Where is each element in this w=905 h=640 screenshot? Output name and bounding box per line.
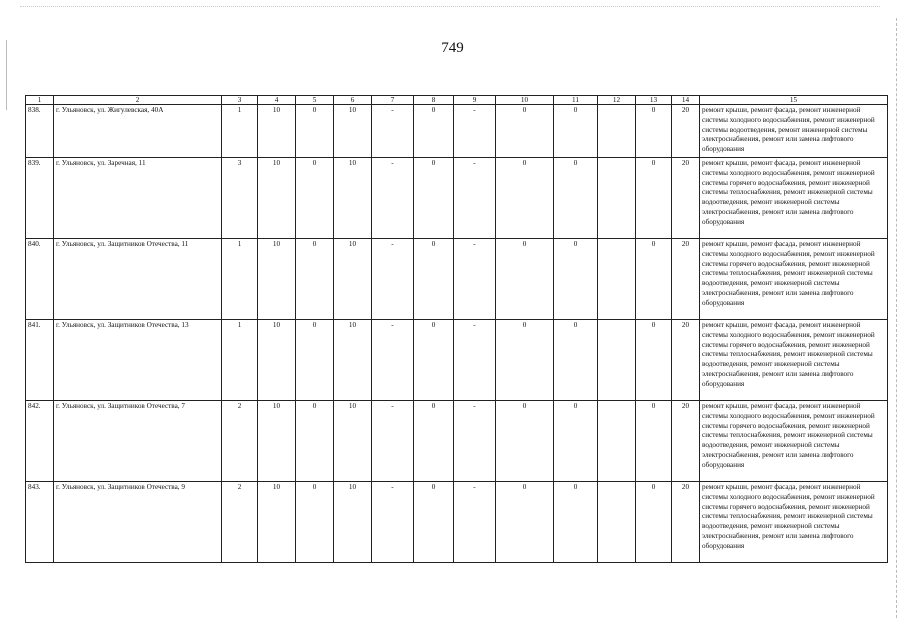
address-cell: г. Ульяновск, ул. Защитников Отечества, 11	[54, 239, 222, 320]
col-11-cell: 0	[554, 482, 598, 563]
col-12-cell	[598, 105, 636, 158]
column-header-8: 8	[414, 96, 454, 105]
col-12-cell	[598, 401, 636, 482]
col-14-cell: 20	[672, 482, 700, 563]
address-cell: г. Ульяновск, ул. Защитников Отечества, 13	[54, 320, 222, 401]
col-4-cell: 10	[258, 401, 296, 482]
col-10-cell: 0	[496, 158, 554, 239]
col-9-cell: -	[454, 482, 496, 563]
col-13-cell: 0	[636, 320, 672, 401]
col-10-cell: 0	[496, 239, 554, 320]
col-6-cell: 10	[334, 105, 372, 158]
col-8-cell: 0	[414, 105, 454, 158]
col-14-cell: 20	[672, 158, 700, 239]
col-6-cell: 10	[334, 239, 372, 320]
col-11-cell: 0	[554, 158, 598, 239]
col-13-cell: 0	[636, 401, 672, 482]
col-5-cell: 0	[296, 320, 334, 401]
col-9-cell: -	[454, 401, 496, 482]
address-cell: г. Ульяновск, ул. Заречная, 11	[54, 158, 222, 239]
table-row	[26, 482, 888, 563]
col-6-cell: 10	[334, 401, 372, 482]
page-number: 749	[441, 40, 464, 56]
col-11-cell: 0	[554, 239, 598, 320]
col-3-cell: 2	[222, 482, 258, 563]
col-3-cell: 3	[222, 158, 258, 239]
col-7-cell: -	[372, 482, 414, 563]
column-header-11: 11	[554, 96, 598, 105]
table-row	[26, 105, 888, 158]
col-13-cell: 0	[636, 105, 672, 158]
scan-edge-top	[20, 6, 880, 8]
col-7-cell: -	[372, 239, 414, 320]
works-list-cell: ремонт крыши, ремонт фасада, ремонт инженерной системы холодного водоснабжения, ремонт инженерной системы горячего водоснабжения, ремонт инженерной системы теплоснабжения, ремонт инженерной системы водоотведения, ремонт инженерной системы электроснабжения, ремонт или замена лифтового оборудования	[700, 320, 888, 401]
col-10-cell: 0	[496, 401, 554, 482]
table-row	[26, 158, 888, 239]
col-10-cell: 0	[496, 482, 554, 563]
row-number: 840.	[26, 239, 54, 320]
col-10-cell: 0	[496, 105, 554, 158]
col-7-cell: -	[372, 158, 414, 239]
row-number: 841.	[26, 320, 54, 401]
col-13-cell: 0	[636, 482, 672, 563]
col-9-cell: -	[454, 105, 496, 158]
column-header-1: 1	[26, 96, 54, 105]
row-number: 839.	[26, 158, 54, 239]
works-list-cell: ремонт крыши, ремонт фасада, ремонт инженерной системы холодного водоснабжения, ремонт инженерной системы горячего водоснабжения, ремонт инженерной системы теплоснабжения, ремонт инженерной системы водоотведения, ремонт инженерной системы электроснабжения, ремонт или замена лифтового оборудования	[700, 239, 888, 320]
table-row	[26, 320, 888, 401]
col-12-cell	[598, 320, 636, 401]
works-list-cell: ремонт крыши, ремонт фасада, ремонт инженерной системы холодного водоснабжения, ремонт инженерной системы горячего водоснабжения, ремонт инженерной системы теплоснабжения, ремонт инженерной системы водоотведения, ремонт инженерной системы электроснабжения, ремонт или замена лифтового оборудования	[700, 482, 888, 563]
table-body	[26, 105, 888, 563]
col-5-cell: 0	[296, 482, 334, 563]
table-row	[26, 401, 888, 482]
column-header-13: 13	[636, 96, 672, 105]
col-14-cell: 20	[672, 320, 700, 401]
col-8-cell: 0	[414, 401, 454, 482]
row-number: 842.	[26, 401, 54, 482]
col-13-cell: 0	[636, 158, 672, 239]
column-header-12: 12	[598, 96, 636, 105]
col-11-cell: 0	[554, 320, 598, 401]
address-cell: г. Ульяновск, ул. Жигулевская, 40А	[54, 105, 222, 158]
col-5-cell: 0	[296, 401, 334, 482]
col-10-cell: 0	[496, 320, 554, 401]
col-13-cell: 0	[636, 239, 672, 320]
table-row	[26, 239, 888, 320]
col-7-cell: -	[372, 320, 414, 401]
col-11-cell: 0	[554, 105, 598, 158]
col-3-cell: 1	[222, 239, 258, 320]
column-header-10: 10	[496, 96, 554, 105]
col-14-cell: 20	[672, 105, 700, 158]
col-8-cell: 0	[414, 320, 454, 401]
column-header-3: 3	[222, 96, 258, 105]
col-5-cell: 0	[296, 105, 334, 158]
row-number: 843.	[26, 482, 54, 563]
column-header-14: 14	[672, 96, 700, 105]
col-4-cell: 10	[258, 239, 296, 320]
column-header-5: 5	[296, 96, 334, 105]
col-9-cell: -	[454, 320, 496, 401]
address-cell: г. Ульяновск, ул. Защитников Отечества, 7	[54, 401, 222, 482]
col-6-cell: 10	[334, 320, 372, 401]
col-4-cell: 10	[258, 482, 296, 563]
col-8-cell: 0	[414, 482, 454, 563]
column-header-7: 7	[372, 96, 414, 105]
works-list-cell: ремонт крыши, ремонт фасада, ремонт инженерной системы холодного водоснабжения, ремонт инженерной системы горячего водоснабжения, ремонт инженерной системы теплоснабжения, ремонт инженерной системы водоотведения, ремонт инженерной системы электроснабжения, ремонт или замена лифтового оборудования	[700, 158, 888, 239]
column-header-9: 9	[454, 96, 496, 105]
col-3-cell: 1	[222, 105, 258, 158]
col-9-cell: -	[454, 239, 496, 320]
works-list-cell: ремонт крыши, ремонт фасада, ремонт инженерной системы холодного водоснабжения, ремонт инженерной системы горячего водоснабжения, ремонт инженерной системы теплоснабжения, ремонт инженерной системы водоотведения, ремонт инженерной системы электроснабжения, ремонт или замена лифтового оборудования	[700, 401, 888, 482]
col-14-cell: 20	[672, 401, 700, 482]
col-4-cell: 10	[258, 105, 296, 158]
col-7-cell: -	[372, 401, 414, 482]
col-5-cell: 0	[296, 239, 334, 320]
col-6-cell: 10	[334, 482, 372, 563]
column-header-4: 4	[258, 96, 296, 105]
col-8-cell: 0	[414, 239, 454, 320]
col-4-cell: 10	[258, 320, 296, 401]
col-9-cell: -	[454, 158, 496, 239]
col-6-cell: 10	[334, 158, 372, 239]
column-header-2: 2	[54, 96, 222, 105]
col-8-cell: 0	[414, 158, 454, 239]
repair-program-table	[25, 95, 888, 563]
col-4-cell: 10	[258, 158, 296, 239]
column-header-6: 6	[334, 96, 372, 105]
col-14-cell: 20	[672, 239, 700, 320]
table-header-row	[26, 96, 888, 105]
works-list-cell: ремонт крыши, ремонт фасада, ремонт инженерной системы холодного водоснабжения, ремонт инженерной системы водоотведения, ремонт инженерной системы электроснабжения, ремонт или замена лифтового оборудования	[700, 105, 888, 158]
col-7-cell: -	[372, 105, 414, 158]
col-11-cell: 0	[554, 401, 598, 482]
col-12-cell	[598, 158, 636, 239]
col-3-cell: 1	[222, 320, 258, 401]
address-cell: г. Ульяновск, ул. Защитников Отечества, 9	[54, 482, 222, 563]
scan-edge-right	[895, 18, 897, 618]
row-number: 838.	[26, 105, 54, 158]
column-header-15: 15	[700, 96, 888, 105]
col-3-cell: 2	[222, 401, 258, 482]
col-12-cell	[598, 239, 636, 320]
col-12-cell	[598, 482, 636, 563]
col-5-cell: 0	[296, 158, 334, 239]
